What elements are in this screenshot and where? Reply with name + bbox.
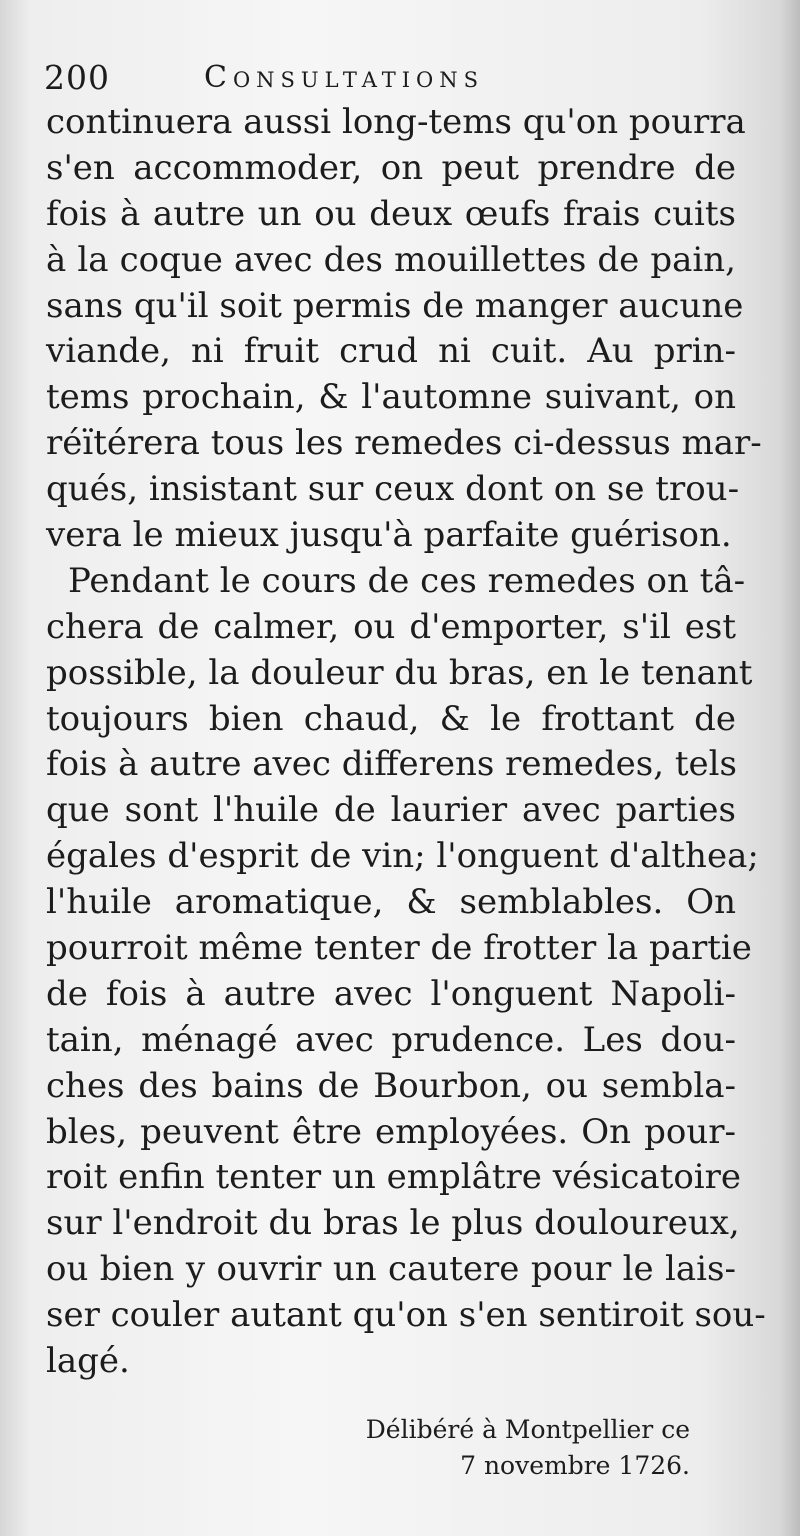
text-line: réïtérera tous les remedes ci-dessus mar- xyxy=(46,423,762,464)
text-line: possible, la douleur du bras, en le tenant xyxy=(46,652,753,693)
text-line: égales d'esprit de vin; l'onguent d'althea; xyxy=(46,836,759,877)
text-line: l'huile aromatique, & semblables. On xyxy=(46,882,736,923)
text-line: fois à autre un ou deux œufs frais cuits xyxy=(46,193,736,234)
running-head: Consultations xyxy=(204,60,485,95)
text-line: s'en accommoder, on peut prendre de xyxy=(46,147,736,188)
page-header xyxy=(44,52,604,104)
text-line: ou bien y ouvrir un cautere pour le lais- xyxy=(46,1249,736,1290)
text-line: chera de calmer, ou d'emporter, s'il est xyxy=(46,606,736,647)
text-line: fois à autre avec differens remedes, tels xyxy=(46,744,737,785)
text-line: ches des bains de Bourbon, ou sembla- xyxy=(46,1065,736,1106)
text-line: viande, ni fruit crud ni cuit. Au prin- xyxy=(46,331,736,372)
text-line: pourroit même tenter de frotter la partie xyxy=(46,928,752,969)
deliberation-date: 7 novembre 1726. xyxy=(460,1451,690,1480)
text-line: tems prochain, & l'automne suivant, on xyxy=(46,377,736,418)
page-number: 200 xyxy=(44,58,110,97)
text-line: lagé. xyxy=(46,1341,130,1382)
text-line: ser couler autant qu'on s'en sentiroit sou- xyxy=(46,1295,766,1336)
text-line: qués, insistant sur ceux dont on se trou- xyxy=(46,469,740,510)
text-line: vera le mieux jusqu'à parfaite guérison. xyxy=(46,515,732,556)
paragraph-first-line: Pendant le cours de ces remedes on tâ- xyxy=(68,560,746,601)
body-text xyxy=(46,100,766,1385)
text-line: sur l'endroit du bras le plus douloureux, xyxy=(46,1203,740,1244)
text-line: tain, ménagé avec prudence. Les dou- xyxy=(46,1019,736,1060)
text-line: que sont l'huile de laurier avec parties xyxy=(46,790,736,831)
text-line: à la coque avec des mouillettes de pain, xyxy=(46,239,736,280)
deliberation-place: Délibéré à Montpellier ce xyxy=(365,1415,690,1444)
text-line: sans qu'il soit permis de manger aucune xyxy=(46,285,744,326)
text-line: roit enfin tenter un emplâtre vésicatoire xyxy=(46,1157,742,1198)
text-line: continuera aussi long-tems qu'on pourra xyxy=(46,102,746,142)
text-line: bles, peuvent être employées. On pour- xyxy=(46,1111,736,1152)
text-line: toujours bien chaud, & le frottant de xyxy=(46,698,736,739)
text-line: de fois à autre avec l'onguent Napoli- xyxy=(46,973,736,1014)
